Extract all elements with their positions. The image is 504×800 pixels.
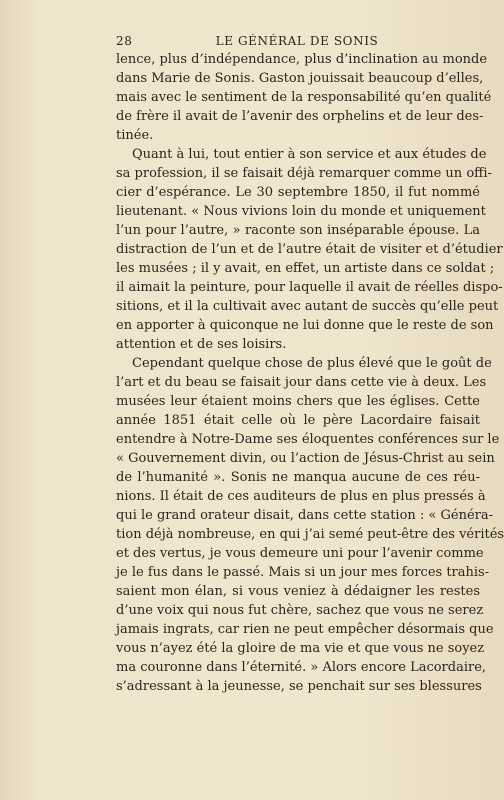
text-line: il aimait la peinture, pour laquelle il avait de réelles dispo- xyxy=(116,280,503,295)
text-line: sitions, et il la cultivait avec autant de succès qu’elle peut xyxy=(116,299,499,314)
text-line: et des vertus, je vous demeure uni pour l’avenir comme xyxy=(116,546,484,561)
text-line: de frère il avait de l’avenir des orphelins et de leur des- xyxy=(116,109,484,124)
paragraph xyxy=(116,50,492,145)
text-line: entendre à Notre-Dame ses éloquentes conférences sur le xyxy=(116,432,500,447)
text-line: lence, plus d’indépendance, plus d’inclination au monde xyxy=(116,52,488,67)
text-line: sa profession, il se faisait déjà remarquer comme un offi- xyxy=(116,166,492,181)
text-line: attention et de ses loisirs. xyxy=(116,337,287,352)
paragraph xyxy=(116,145,503,354)
text-line: saient mon élan, si vous veniez à dédaigner les restes xyxy=(116,584,480,599)
text-line: nions. Il était de ces auditeurs de plus en plus pressés à xyxy=(116,489,486,504)
text-line: lieutenant. « Nous vivions loin du monde et uniquement xyxy=(116,204,486,219)
text-line: musées leur étaient moins chers que les églises. Cette xyxy=(116,394,480,409)
text-line: Quant à lui, tout entier à son service et aux études de xyxy=(132,147,487,162)
page-header xyxy=(116,34,478,50)
text-line: Cependant quelque chose de plus élevé que le goût de xyxy=(132,356,492,371)
text-line: les musées ; il y avait, en effet, un artiste dans ce soldat ; xyxy=(116,261,495,276)
text-line: de l’humanité ». Sonis ne manqua aucune de ces réu- xyxy=(116,470,480,485)
paragraph xyxy=(116,354,504,696)
text-line: ma couronne dans l’éternité. » Alors encore Lacordaire, xyxy=(116,660,487,675)
text-line: dans Marie de Sonis. Gaston jouissait beaucoup d’elles, xyxy=(116,71,484,86)
text-line: qui le grand orateur disait, dans cette station : « Généra- xyxy=(116,508,494,523)
text-line: tinée. xyxy=(116,128,154,143)
text-line: en apporter à quiconque ne lui donne que le reste de son xyxy=(116,318,494,333)
text-line: je le fus dans le passé. Mais si un jour mes forces trahis- xyxy=(116,565,490,580)
text-line: année 1851 était celle où le père Lacordaire faisait xyxy=(116,413,480,428)
running-title: LE GÉNÉRAL DE SONIS xyxy=(215,34,379,48)
text-line: s’adressant à la jeunesse, se penchait sur ses blessures xyxy=(116,679,482,694)
text-line: l’un pour l’autre, » raconte son inséparable épouse. La xyxy=(116,223,480,238)
text-line: « Gouvernement divin, ou l’action de Jésus-Christ au sein xyxy=(116,451,495,466)
text-line: tion déjà nombreuse, en qui j’ai semé peut-être des vérités xyxy=(116,527,504,542)
text-line: vous n’ayez été la gloire de ma vie et que vous ne soyez xyxy=(116,641,485,656)
body-text xyxy=(116,50,504,696)
text-line: cier d’espérance. Le 30 septembre 1850, il fut nommé xyxy=(116,185,480,200)
text-line: l’art et du beau se faisait jour dans cette vie à deux. Les xyxy=(116,375,487,390)
text-line: distraction de l’un et de l’autre était de visiter et d’étudier xyxy=(116,242,503,257)
text-line: jamais ingrats, car rien ne peut empêcher désormais que xyxy=(116,622,494,637)
text-line: mais avec le sentiment de la responsabilité qu’en qualité xyxy=(116,90,492,105)
text-line: d’une voix qui nous fut chère, sachez que vous ne serez xyxy=(116,603,484,618)
page-number: 28 xyxy=(116,34,133,48)
